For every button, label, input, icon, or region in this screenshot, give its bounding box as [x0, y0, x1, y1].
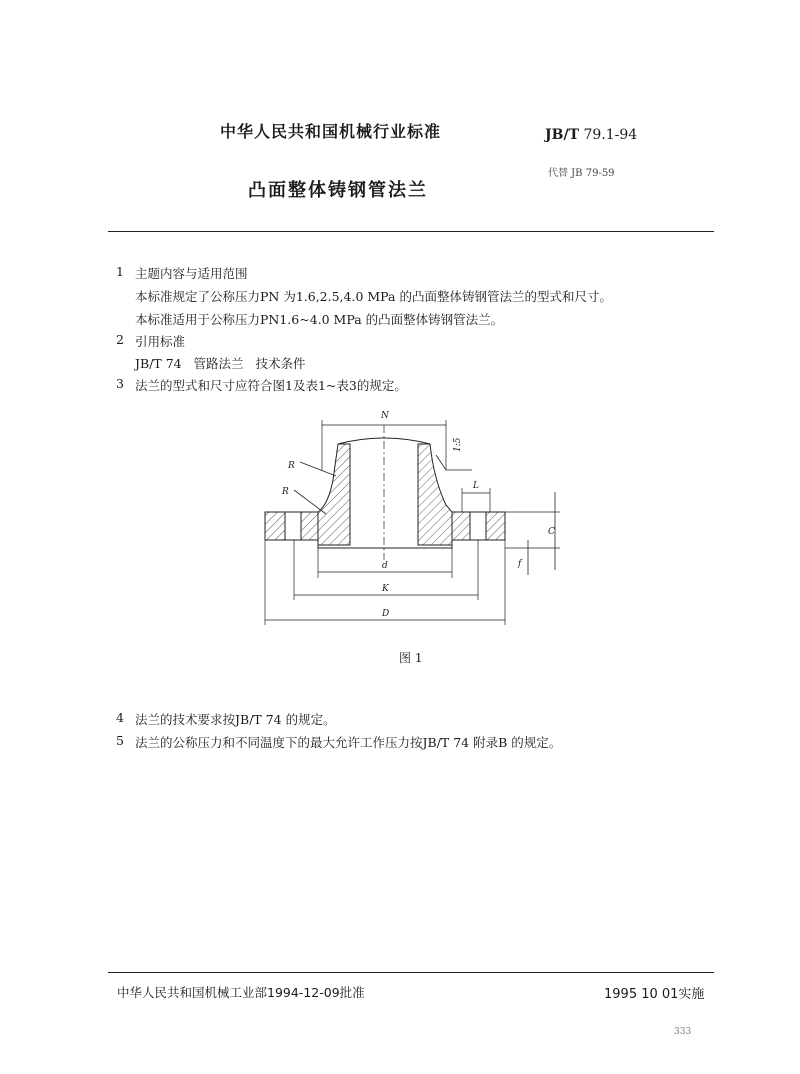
bolt-hole-right [470, 512, 486, 540]
dim-label-R: R [288, 461, 295, 471]
dim-label-L: L [473, 481, 479, 491]
standard-number [545, 127, 637, 143]
effective-date: 1995 10 01实施 [604, 987, 705, 1002]
dim-label-d: d [382, 561, 388, 571]
section-number: 1 [116, 264, 124, 279]
section-number: 4 [116, 710, 124, 725]
section-heading: 引用标准 [135, 334, 186, 349]
right-hub-section [418, 444, 452, 545]
bolt-hole-left [285, 512, 301, 540]
figure-caption: 图 1 [399, 651, 423, 665]
replaces-standard: 代替 JB 79-59 [548, 168, 615, 179]
flange-drawing [250, 400, 580, 640]
issuing-organization: 中华人民共和国机械行业标准 [220, 122, 442, 141]
header-rule [108, 231, 714, 232]
footer-rule [108, 972, 714, 973]
slope-label: 1:5 [453, 437, 463, 452]
section-number: 5 [116, 733, 124, 748]
dim-label-f: f [518, 559, 522, 569]
section-number: 2 [116, 332, 124, 347]
dim-label-C: C [548, 527, 555, 537]
dim-label-N: N [381, 411, 389, 421]
section-number: 3 [116, 376, 124, 391]
section-paragraph: JB/T 74 管路法兰 技术条件 [135, 356, 306, 371]
standard-prefix: JB/T [545, 127, 579, 143]
section-paragraph: 本标准适用于公称压力PN1.6~4.0 MPa 的凸面整体铸钢管法兰。 [135, 312, 504, 327]
left-hub-section [318, 444, 350, 545]
section-heading: 法兰的型式和尺寸应符合图1及表1~表3的规定。 [135, 378, 407, 393]
dim-label-D: D [382, 609, 390, 619]
document-title: 凸面整体铸钢管法兰 [248, 180, 428, 201]
standard-code: 79.1-94 [583, 127, 638, 143]
page-number: 333 [674, 1027, 692, 1037]
section-heading: 法兰的公称压力和不同温度下的最大允许工作压力按JB/T 74 附录B 的规定。 [135, 735, 562, 750]
section-heading: 法兰的技术要求按JB/T 74 的规定。 [135, 712, 336, 727]
section-paragraph: 本标准规定了公称压力PN 为1.6,2.5,4.0 MPa 的凸面整体铸钢管法兰的型式和尺寸。 [135, 289, 612, 304]
approval-statement: 中华人民共和国机械工业部1994-12-09批准 [117, 985, 365, 1000]
section-heading: 主题内容与适用范围 [135, 266, 248, 281]
dim-label-R: R [282, 487, 289, 497]
dim-label-K: K [382, 584, 389, 594]
